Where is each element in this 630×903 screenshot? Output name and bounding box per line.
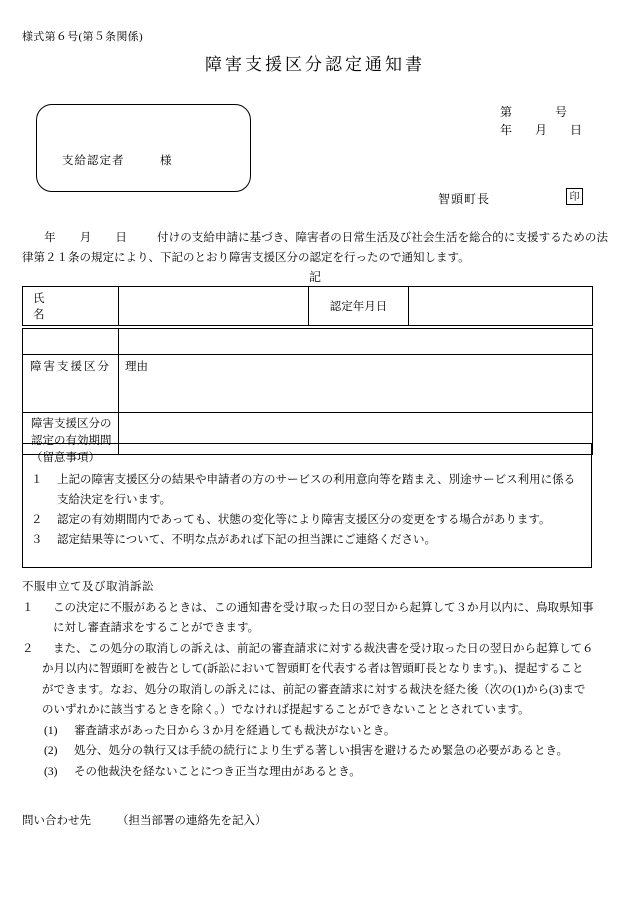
name-value <box>119 287 309 326</box>
date-year: 年 <box>500 123 514 137</box>
cert-date-label: 認定年月日 <box>309 287 409 326</box>
valid-period-label-line1: 障害支援区分の <box>31 418 112 430</box>
document-date-line <box>500 121 583 138</box>
contact-label: 問い合わせ先 <box>22 815 91 827</box>
support-category-label: 障害支援区分 <box>23 355 119 413</box>
notes-item-number: １ <box>31 473 43 486</box>
reason-cell <box>119 355 593 413</box>
notes-header: （留意事項） <box>31 452 100 464</box>
appeal-sub-item-number: (1) <box>44 724 58 737</box>
notes-item-continuation: 支給決定を行います。 <box>57 494 172 507</box>
appeal-paragraph-number: １ <box>22 602 34 614</box>
notes-item-text: 上記の障害支援区分の結果や申請者の方のサービスの利用意向等を踏まえ、別途サービス利用に係る <box>57 473 576 486</box>
intro-month: 月 <box>79 232 92 244</box>
appeal-paragraph-number: ２ <box>22 642 34 655</box>
contact-value: （担当部署の連絡先を記入） <box>117 815 267 827</box>
notes-box <box>22 443 592 568</box>
appeal-section-body <box>22 598 610 782</box>
recipient-label: 支給認定者 <box>62 155 125 167</box>
appeal-paragraph <box>22 639 610 721</box>
category-blank-cell <box>23 329 119 355</box>
cert-date-value <box>409 287 593 326</box>
document-number-line <box>500 103 568 120</box>
date-month: 月 <box>535 123 549 137</box>
name-label: 氏 名 <box>23 287 119 326</box>
issuer-name: 智頭町長 <box>438 192 491 206</box>
ki-marker: 記 <box>308 270 321 284</box>
seal-icon: 印 <box>566 188 583 205</box>
notes-item-number: ３ <box>31 534 43 547</box>
table-row <box>23 355 593 413</box>
appeal-paragraph-line: か月以内に智頭町を被告として(訴訟において智頭町を代表する者は智頭町長となります。)、提起すること <box>42 663 584 676</box>
intro-paragraph <box>22 228 608 268</box>
contact-line <box>22 812 267 828</box>
notes-item <box>31 511 583 531</box>
category-table <box>22 328 593 455</box>
valid-period-label-line2: 認定の有効期間 <box>31 435 112 448</box>
reason-label: 理由 <box>125 361 148 373</box>
category-blank-value <box>119 329 593 355</box>
appeal-section-title: 不服申立て及び取消訴訟 <box>22 581 154 593</box>
notes-item <box>31 531 583 551</box>
appeal-sub-item <box>22 721 610 741</box>
basic-info-table <box>22 286 593 326</box>
appeal-paragraph-line: のいずれかに該当するときを除く。）でなければ提起することができないこととされています。 <box>42 704 530 717</box>
appeal-sub-item-number: (2) <box>44 745 58 758</box>
appeal-sub-item <box>22 762 610 782</box>
page-title: 障害支援区分認定通知書 <box>205 55 425 74</box>
recipient-honorific: 様 <box>160 155 172 167</box>
form-number: 様式第６号(第５条関係) <box>22 31 143 43</box>
appeal-sub-item-text: その他裁決を経ないことにつき正当な理由があるとき。 <box>74 765 361 778</box>
appeal-sub-item-text: 審査請求があった日から３か月を経過しても裁決がないとき。 <box>74 724 396 737</box>
notes-item-number: ２ <box>31 513 43 526</box>
notes-item <box>31 471 583 491</box>
table-row <box>23 329 593 355</box>
appeal-paragraph <box>22 598 610 639</box>
appeal-sub-item <box>22 741 610 761</box>
intro-text: 付けの支給申請に基づき、障害者の日常生活及び社会生活を総合的に支援するための法律第２１条の規定により、下記のとおり障害支援区分の認定を行ったので通知します。 <box>22 232 608 265</box>
notes-item-text: 認定の有効期間内であっても、状態の変化等により障害支援区分の変更をする場合があります。 <box>57 513 551 526</box>
recipient-box <box>36 104 251 192</box>
date-day: 日 <box>570 123 584 137</box>
number-prefix: 第 <box>500 105 514 119</box>
appeal-paragraph-line: また、この処分の取消しの訴えは、前記の審査請求に対する裁決書を受け取った日の翌日から起算して６ <box>53 642 594 655</box>
appeal-paragraph-line: ができます。なお、処分の取消しの訴えには、前記の審査請求に対する裁決を経た後（次の(1)から(3)まで <box>42 683 586 696</box>
notes-item-text: 認定結果等について、不明な点があれば下記の担当課にご連絡ください。 <box>57 534 437 547</box>
appeal-sub-item-number: (3) <box>44 765 58 778</box>
appeal-paragraph-line: この決定に不服があるときは、この通知書を受け取った日の翌日から起算して３か月以内に、鳥取県知事 <box>53 602 594 614</box>
number-suffix: 号 <box>555 105 569 119</box>
intro-year: 年 <box>44 232 56 244</box>
appeal-paragraph-line: に対し審査請求をすることができます。 <box>53 622 260 635</box>
intro-day: 日 <box>115 232 127 244</box>
appeal-sub-item-text: 処分、処分の執行又は手続の続行により生ずる著しい損害を避けるため緊急の必要があるとき。 <box>74 745 569 758</box>
table-row <box>23 287 593 326</box>
